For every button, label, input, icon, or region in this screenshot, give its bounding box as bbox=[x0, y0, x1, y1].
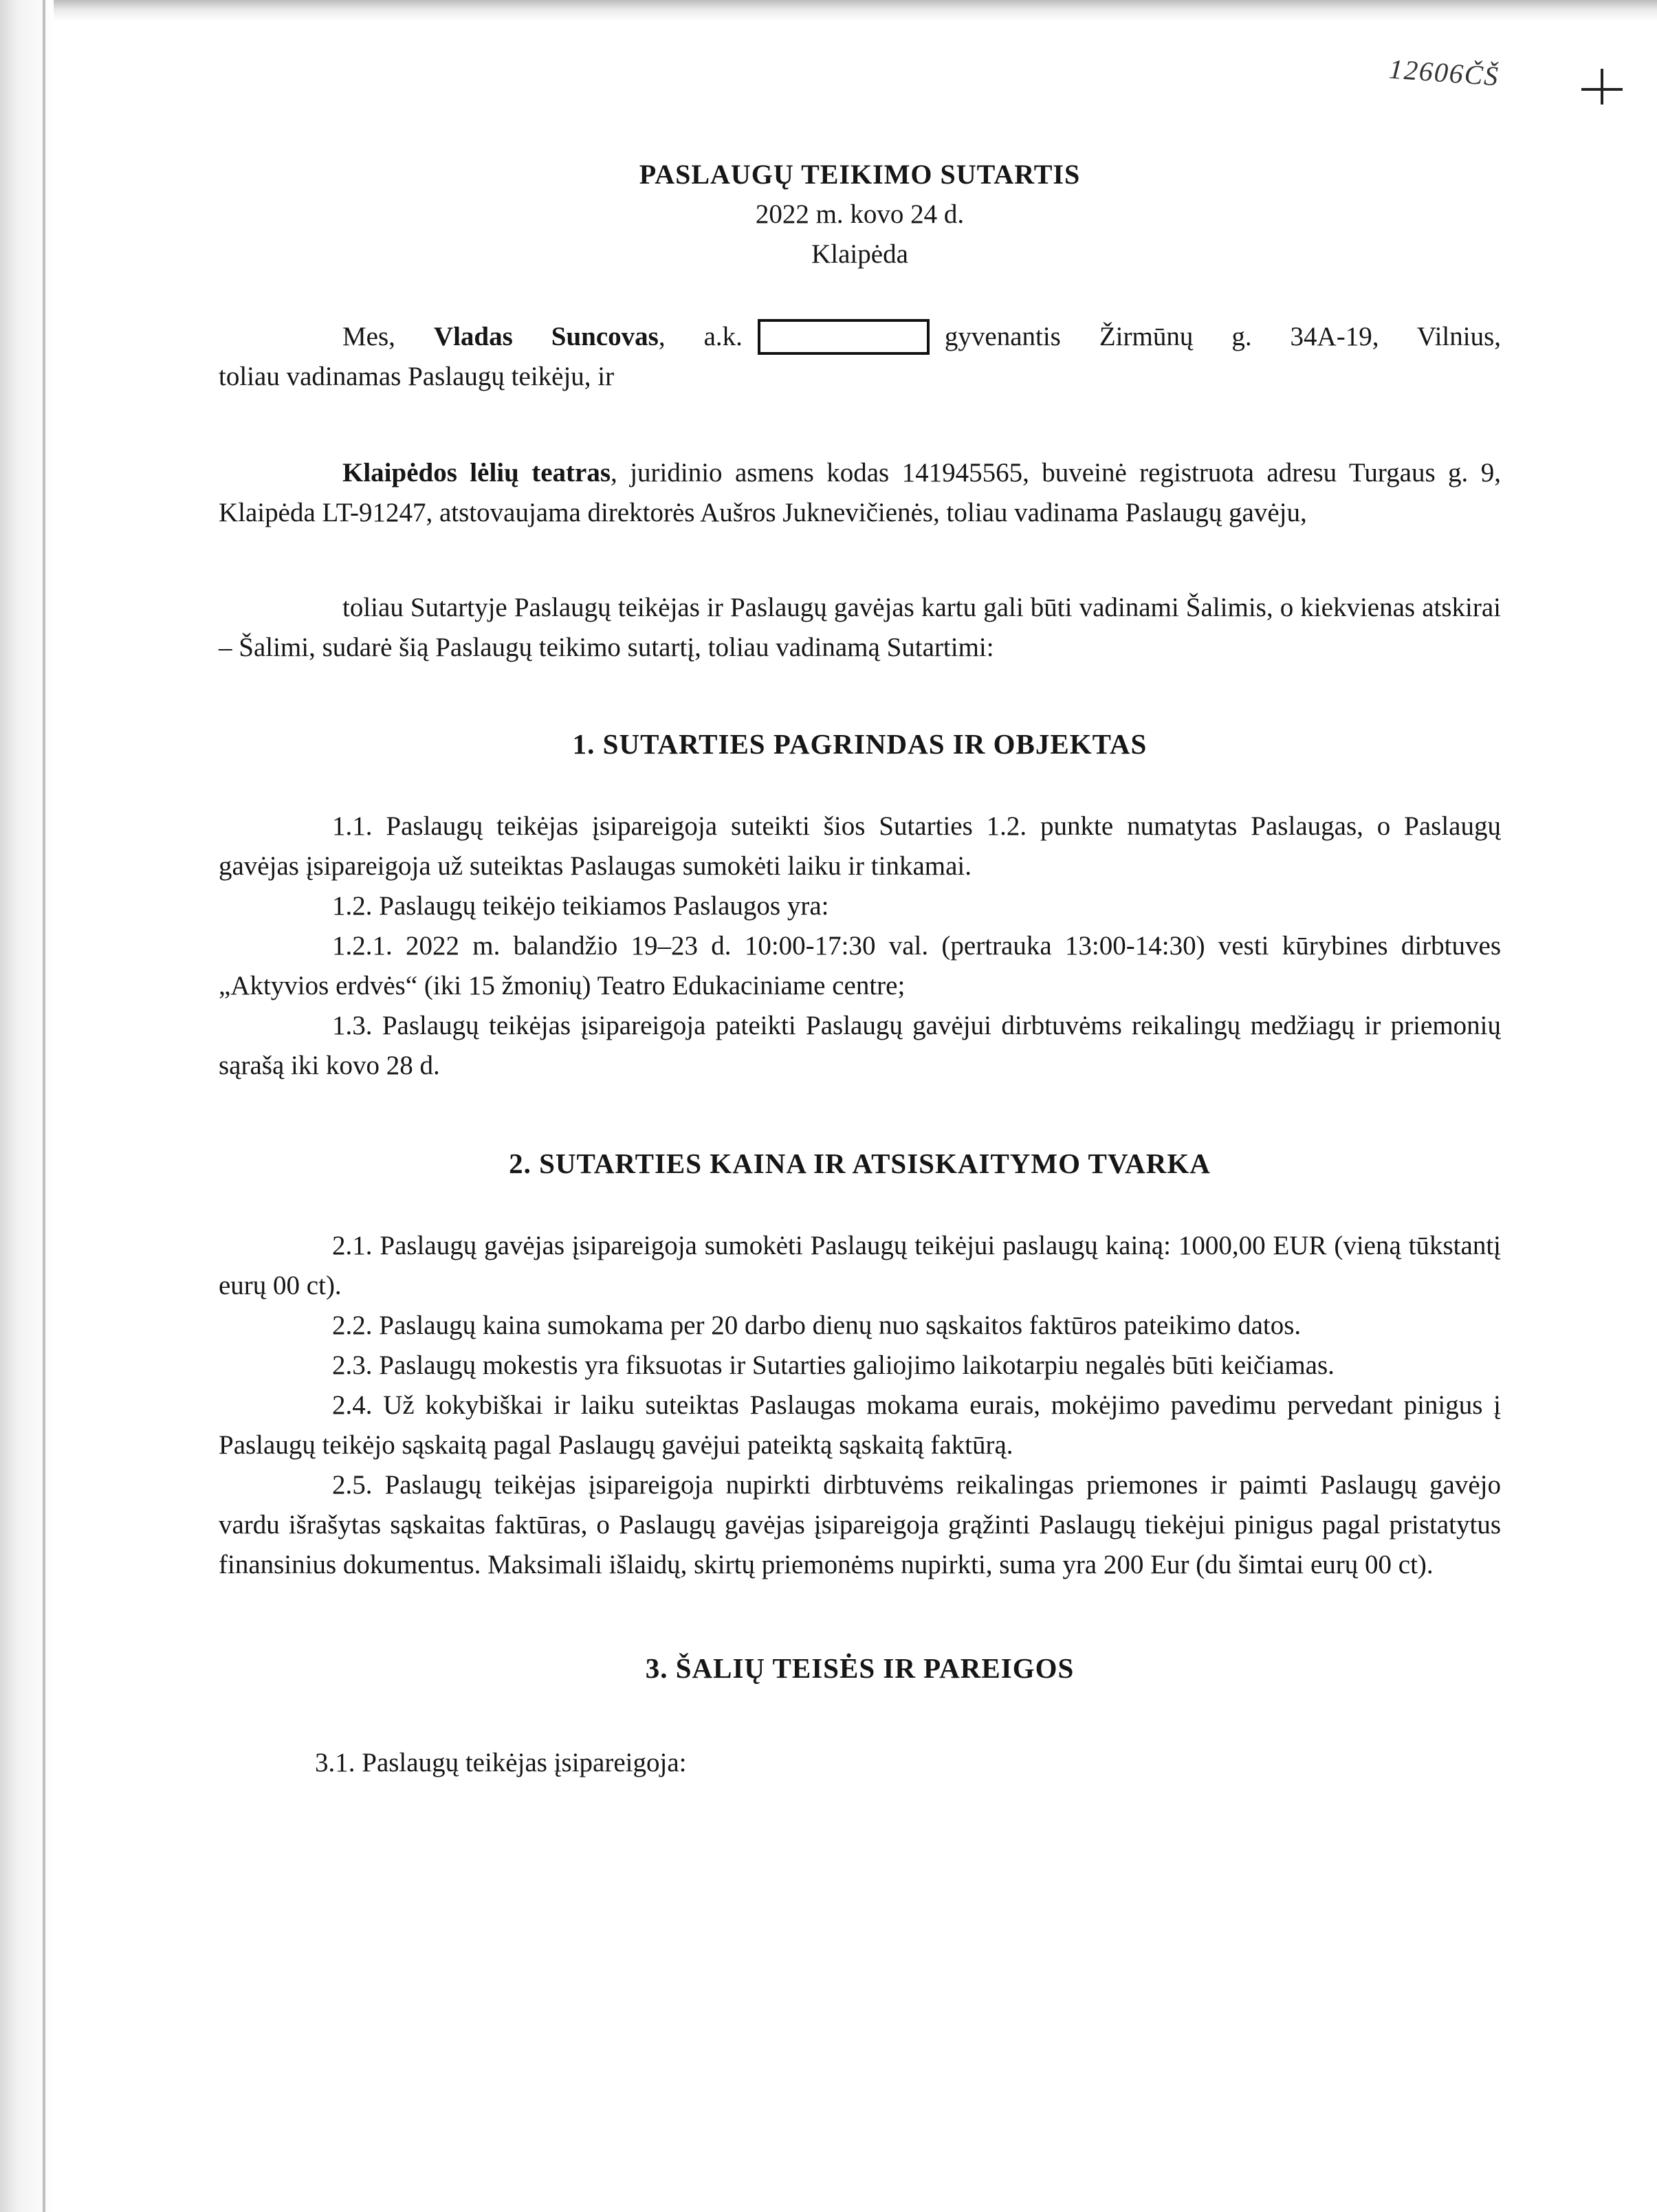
recipient-paragraph bbox=[219, 453, 1501, 533]
binding-spine bbox=[43, 0, 45, 2212]
provider-intro: Mes, bbox=[342, 322, 434, 351]
contract-document bbox=[219, 155, 1501, 1783]
redacted-personal-code bbox=[758, 319, 930, 355]
document-title: PASLAUGŲ TEIKIMO SUTARTIS bbox=[639, 159, 1081, 190]
provider-paragraph bbox=[219, 317, 1501, 357]
clause-2-5: 2.5. Paslaugų teikėjas įsipareigoja nupirkti dirbtuvėms reikalingas priemones ir paimti Paslaugų gavėjo vardu išrašytas sąskaitas faktūras, o Paslaugų gavėjas įsipareigoja grąžinti Paslaugų tiekėjui pinigus pagal pristatytus finansinius dokumentus. Maksimali išlaidų, skirtų priemonėms nupirkti, suma yra 200 Eur (du šimtai eurų 00 ct). bbox=[219, 1470, 1501, 1579]
recipient-text: , juridinio asmens kodas 141945565, buveinė registruota adresu Turgaus g. 9, Klaipėda LT-91247, atstovaujama direktorės Aušros Juknevičienės, toliau vadinama Paslaugų gavėju, bbox=[219, 458, 1501, 527]
recipient-name: Klaipėdos lėlių teatras bbox=[342, 458, 611, 488]
handwritten-plus-mark bbox=[1581, 63, 1623, 105]
clause-1-2: 1.2. Paslaugų teikėjo teikiamos Paslaugos yra: bbox=[332, 891, 829, 921]
clause-1-3: 1.3. Paslaugų teikėjas įsipareigoja pateikti Paslaugų gavėjui dirbtuvėms reikalingų medžiagų ir priemonių sąrašą iki kovo 28 d. bbox=[219, 1011, 1501, 1080]
section-1-title: 1. SUTARTIES PAGRINDAS IR OBJEKTAS bbox=[572, 728, 1148, 760]
document-city: Klaipėda bbox=[811, 239, 908, 269]
provider-code-label: , a.k. bbox=[658, 322, 743, 351]
document-date: 2022 m. kovo 24 d. bbox=[755, 199, 965, 229]
section-3-title: 3. ŠALIŲ TEISĖS IR PAREIGOS bbox=[645, 1652, 1075, 1684]
provider-residence: gyvenantis Žirmūnų g. 34A-19, Vilnius, bbox=[944, 322, 1501, 351]
clause-1-1: 1.1. Paslaugų teikėjas įsipareigoja suteikti šios Sutarties 1.2. punkte numatytas Paslaugas, o Paslaugų gavėjas įsipareigoja už suteiktas Paslaugas sumokėti laiku ir tinkamai. bbox=[219, 811, 1501, 881]
section-2-title: 2. SUTARTIES KAINA IR ATSISKAITYMO TVARKA bbox=[509, 1148, 1211, 1179]
clause-1-2-1: 1.2.1. 2022 m. balandžio 19–23 d. 10:00-17:30 val. (pertrauka 13:00-14:30) vesti kūrybines dirbtuves „Aktyvios erdvės“ (iki 15 žmonių) Teatro Edukaciniame centre; bbox=[219, 931, 1501, 1000]
scan-left-edge bbox=[0, 0, 54, 2212]
clause-2-3: 2.3. Paslaugų mokestis yra fiksuotas ir Sutarties galiojimo laikotarpiu negalės būti keičiamas. bbox=[332, 1350, 1335, 1380]
clause-2-2: 2.2. Paslaugų kaina sumokama per 20 darbo dienų nuo sąskaitos faktūros pateikimo datos. bbox=[332, 1311, 1302, 1340]
handwritten-reference: 12606ČŠ bbox=[1387, 53, 1501, 92]
clause-3-1: 3.1. Paslaugų teikėjas įsipareigoja: bbox=[315, 1748, 687, 1777]
scan-top-edge bbox=[0, 0, 1657, 21]
clause-2-4: 2.4. Už kokybiškai ir laiku suteiktas Paslaugas mokama eurais, mokėjimo pavedimu pervedant pinigus į Paslaugų teikėjo sąskaitą pagal Paslaugų gavėjui pateiktą sąskaitą faktūrą. bbox=[219, 1390, 1501, 1460]
preamble-paragraph: toliau Sutartyje Paslaugų teikėjas ir Paslaugų gavėjas kartu gali būti vadinami Šalimis, o kiekvienas atskirai – Šalimi, sudarė šią Paslaugų teikimo sutartį, toliau vadinamą Sutartimi: bbox=[219, 593, 1501, 662]
provider-suffix: toliau vadinamas Paslaugų teikėju, ir bbox=[219, 362, 615, 391]
provider-name: Vladas Suncovas bbox=[433, 322, 659, 351]
clause-2-1: 2.1. Paslaugų gavėjas įsipareigoja sumokėti Paslaugų teikėjui paslaugų kainą: 1000,00 EUR (vieną tūkstantį eurų 00 ct). bbox=[219, 1231, 1501, 1300]
